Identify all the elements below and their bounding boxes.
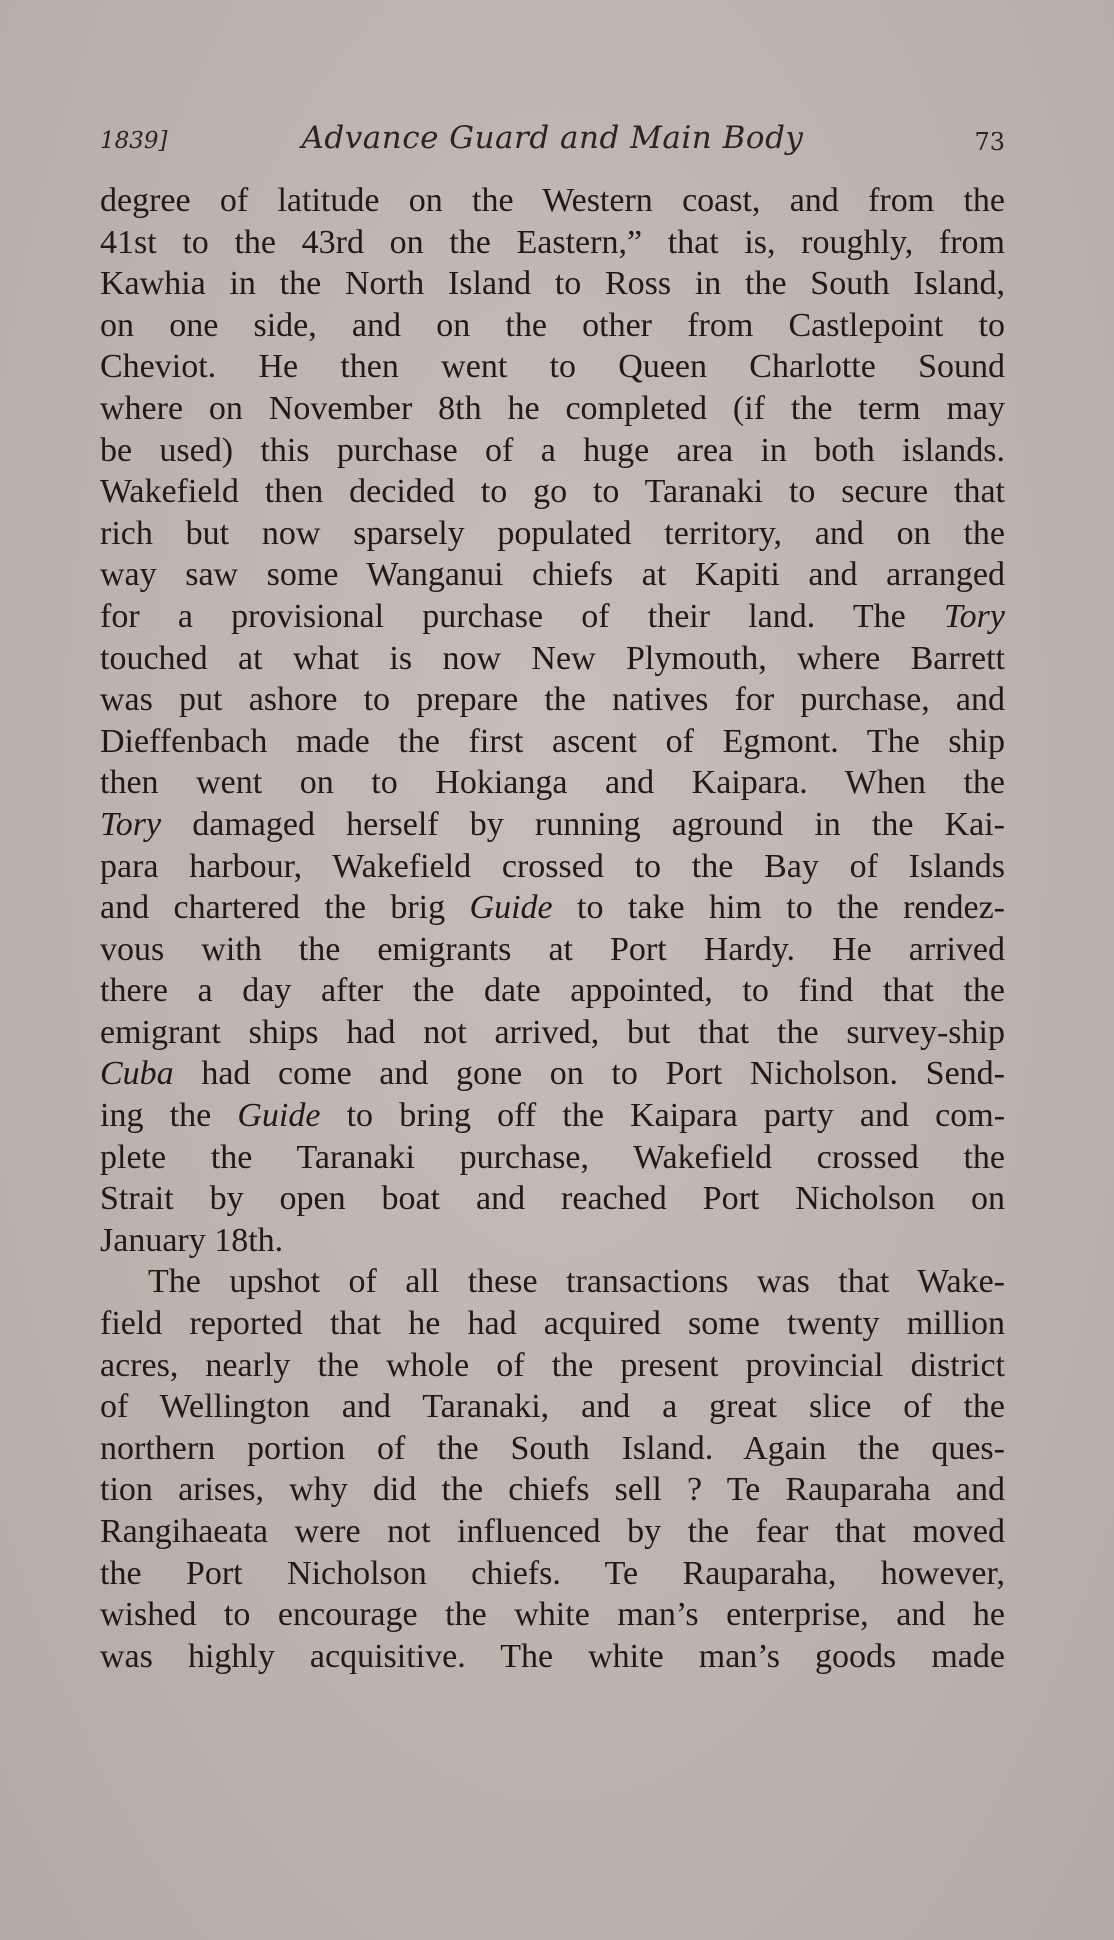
body-text <box>100 180 1005 1677</box>
header-title: Advance Guard and Main Body <box>301 120 804 156</box>
text-line: Kawhia in the North Island to Ross in the South Island, <box>100 265 1005 303</box>
text-line: wished to encourage the white man’s enterprise, and he <box>100 1596 1005 1634</box>
text-line: was put ashore to prepare the natives for purchase, and <box>100 681 1005 719</box>
text-line: emigrant ships had not arrived, but that the survey-ship <box>100 1013 1005 1051</box>
text-line: rich but now sparsely populated territory, and on the <box>100 514 1005 552</box>
text-line: was highly acquisitive. The white man’s goods made <box>100 1637 1005 1675</box>
text-line: where on November 8th he completed (if the term may <box>100 389 1005 427</box>
text-line: para harbour, Wakefield crossed to the Bay of Islands <box>100 847 1005 885</box>
text-line: be used) this purchase of a huge area in both islands. <box>100 431 1005 469</box>
text-line: then went on to Hokianga and Kaipara. When the <box>100 764 1005 802</box>
text-line: degree of latitude on the Western coast, and from the <box>100 182 1005 219</box>
text-line: Cheviot. He then went to Queen Charlotte Sound <box>100 348 1005 386</box>
paragraph <box>100 1261 1005 1677</box>
text-line: ing the Guide to bring off the Kaipara party and com- <box>100 1097 1006 1135</box>
text-line: touched at what is now New Plymouth, where Barrett <box>100 639 1005 677</box>
text-line: Strait by open boat and reached Port Nicholson on <box>100 1180 1005 1218</box>
page-number: 73 <box>974 128 1005 156</box>
text-line: there a day after the date appointed, to find that the <box>100 972 1005 1010</box>
text-line: Tory damaged herself by running aground in the Kai- <box>100 805 1005 843</box>
paragraph <box>100 180 1005 1261</box>
text-line: The upshot of all these transactions was that Wake- <box>148 1263 1005 1301</box>
text-line: way saw some Wanganui chiefs at Kapiti and arranged <box>100 556 1005 594</box>
text-line: Cuba had come and gone on to Port Nicholson. Send- <box>100 1055 1005 1093</box>
text-line: on one side, and on the other from Castlepoint to <box>100 306 1005 344</box>
text-line: acres, nearly the whole of the present provincial district <box>100 1346 1005 1384</box>
running-head <box>100 118 1005 162</box>
text-line: vous with the emigrants at Port Hardy. He arrived <box>100 930 1005 968</box>
text-line: and chartered the brig Guide to take him to the rendez- <box>100 889 1005 927</box>
text-line: field reported that he had acquired some twenty million <box>100 1305 1005 1343</box>
text-line: Wakefield then decided to go to Taranaki to secure that <box>100 473 1005 511</box>
text-line: the Port Nicholson chiefs. Te Rauparaha, however, <box>100 1554 1005 1592</box>
text-line: plete the Taranaki purchase, Wakefield crossed the <box>100 1138 1005 1176</box>
header-year: 1839] <box>100 128 168 154</box>
text-line: of Wellington and Taranaki, and a great slice of the <box>100 1388 1005 1426</box>
text-line: January 18th. <box>100 1221 284 1259</box>
text-line: Rangihaeata were not influenced by the fear that moved <box>100 1513 1005 1550</box>
text-line: northern portion of the South Island. Again the ques- <box>100 1429 1005 1467</box>
text-line: tion arises, why did the chiefs sell ? Te Rauparaha and <box>100 1471 1005 1509</box>
text-line: for a provisional purchase of their land. The Tory <box>100 597 1005 635</box>
text-line: Dieffenbach made the first ascent of Egmont. The ship <box>100 722 1005 760</box>
text-line: 41st to the 43rd on the Eastern,” that is, roughly, from <box>100 223 1005 261</box>
